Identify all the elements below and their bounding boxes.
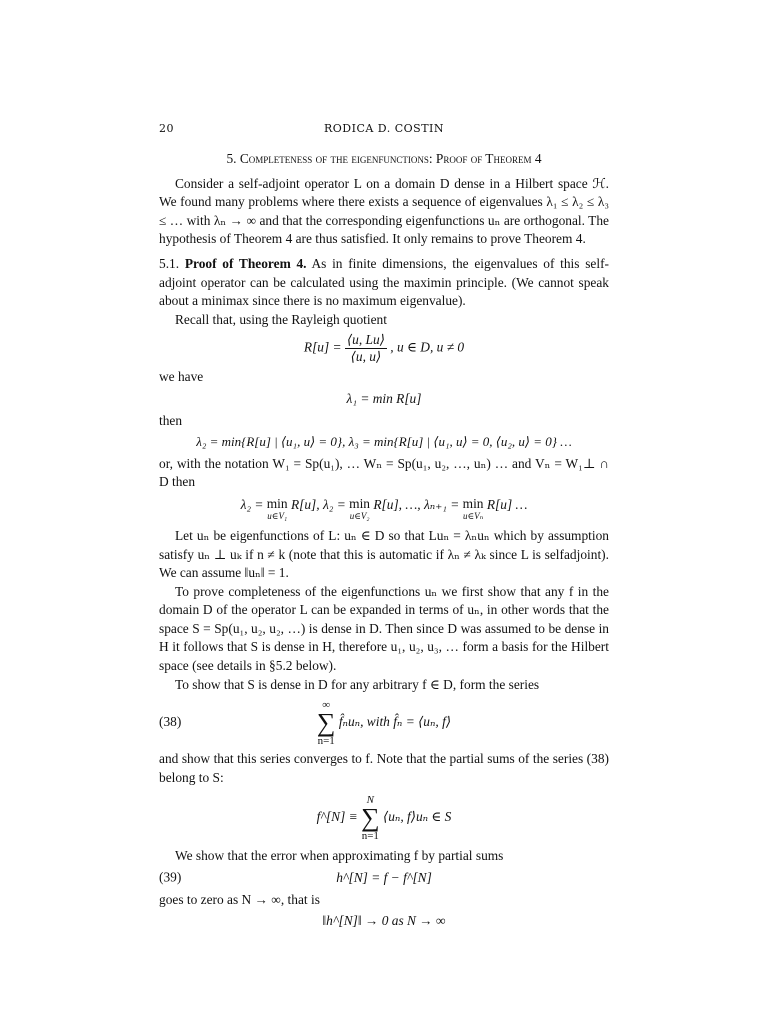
partial-sum-body: ⟨uₙ, f⟩uₙ ∈ S <box>382 809 452 825</box>
text-then: then <box>159 412 183 428</box>
min-v2: min u∈V₂ <box>349 495 371 521</box>
minv-tail: R[u] … <box>486 496 528 512</box>
paragraph-notation: or, with the notation W₁ = Sp(u₁), … Wₙ = Sp(u₁, u₂, …, uₙ) … and Vₙ = W₁⊥ ∩ D then <box>159 455 609 490</box>
minv-mid1: R[u], λ₂ = <box>290 496 346 512</box>
subsection-title: Proof of Theorem 4. <box>184 255 307 271</box>
rayleigh-condition: , u ∈ D, u ≠ 0 <box>390 339 465 355</box>
equation-partial-sum <box>159 790 609 844</box>
section-title: 5. Completeness of the eigenfunctions: Proof of Theorem 4 <box>226 151 542 166</box>
rayleigh-fraction <box>345 332 387 365</box>
page-number: 20 <box>159 122 174 135</box>
paragraph-intro: Consider a self-adjoint operator L on a domain D dense in a Hilbert space ℋ. We found many problems where there exists a sequence of eigenvalues λ₁ ≤ λ₂ ≤ λ₃ ≤ … with λₙ → ∞ and that the corresponding eigenfunctions uₙ are orthogonal. The hypothesis of Theorem 4 are thus satisfied. It only remains to prove Theorem 4. <box>159 175 609 247</box>
subsection-text: As in finite dimensions, the eigenvalues of this self-adjoint operator can be calculated using the maximin principle. (We cannot speak about a minimax since there is no maximum eigenvalue). <box>159 255 610 309</box>
equation-limit: ‖h^[N]‖ → 0 as N → ∞ <box>322 913 446 929</box>
subsection-paragraph <box>159 255 609 311</box>
paragraph-converges: and show that this series converges to f. Note that the partial sums of the series (38) belong to S: <box>159 751 609 785</box>
equation-number-38: (38) <box>159 714 182 730</box>
error-definition: h^[N] = f − f^[N] <box>336 870 432 886</box>
equation-lambda1: λ₁ = min R[u] <box>346 390 422 406</box>
partial-sum-lhs: f^[N] ≡ <box>316 809 358 825</box>
equation-lambda23: λ₂ = min{R[u] | ⟨u₁, u⟩ = 0}, λ₃ = min{R[u] | ⟨u₁, u⟩ = 0, ⟨u₂, u⟩ = 0} … <box>196 434 572 450</box>
equation-minimum-over-v <box>159 496 609 521</box>
equation-38 <box>159 697 609 747</box>
paragraph-dense: To show that S is dense in D for any arbitrary f ∈ D, form the series <box>175 676 540 692</box>
series-body: f̂ₙuₙ, with f̂ₙ = ⟨uₙ, f⟩ <box>338 714 452 730</box>
paragraph-error: We show that the error when approximating f by partial sums <box>175 848 504 864</box>
paragraph-rayleigh: Recall that, using the Rayleigh quotient <box>175 311 387 327</box>
rayleigh-lhs: R[u] = <box>303 339 342 355</box>
paragraph-goes-to-zero: goes to zero as N → ∞, that is <box>159 891 320 907</box>
text-we-have: we have <box>159 369 204 385</box>
paragraph-completeness: To prove completeness of the eigenfunctions uₙ we first show that any f in the domain D of the operator L can be expanded in terms of uₙ, in other words that the space S = Sp(u₁, u₂, u₂, …) is dense in D. Then since D was assumed to be dense in H it follows that S is dense in H, therefore u₁, u₂, u₃, … form a basis for the Hilbert space (see details in §5.2 below). <box>159 583 609 674</box>
rayleigh-numerator: ⟨u, Lu⟩ <box>346 332 385 348</box>
paragraph-eigenfunctions: Let uₙ be eigenfunctions of L: uₙ ∈ D so that Luₙ = λₙuₙ which by assumption satisfy uₙ ⊥ uₖ if n ≠ k (note that this is automatic if λₙ ≠ λₖ since L is selfadjoint). We can assume ‖uₙ‖ = 1. <box>159 527 609 581</box>
min-v1: min u∈V₁ <box>266 495 288 521</box>
running-header <box>159 122 609 138</box>
rayleigh-denominator: ⟨u, u⟩ <box>350 349 382 365</box>
minv-lhs: λ₂ = <box>240 496 264 512</box>
equation-number-39: (39) <box>159 870 182 886</box>
equation-rayleigh <box>159 332 609 365</box>
page-body <box>159 150 609 934</box>
series-sum: ∞ ∑ n=1 <box>316 699 336 748</box>
equation-39 <box>159 869 609 888</box>
min-vn: min u∈Vₙ <box>462 495 484 521</box>
subsection-number: 5.1. <box>159 255 180 271</box>
partial-sum-sigma: N ∑ n=1 <box>361 794 380 843</box>
running-author: RODICA D. COSTIN <box>323 122 445 135</box>
minv-mid2: R[u], …, λₙ₊₁ = <box>373 496 460 512</box>
